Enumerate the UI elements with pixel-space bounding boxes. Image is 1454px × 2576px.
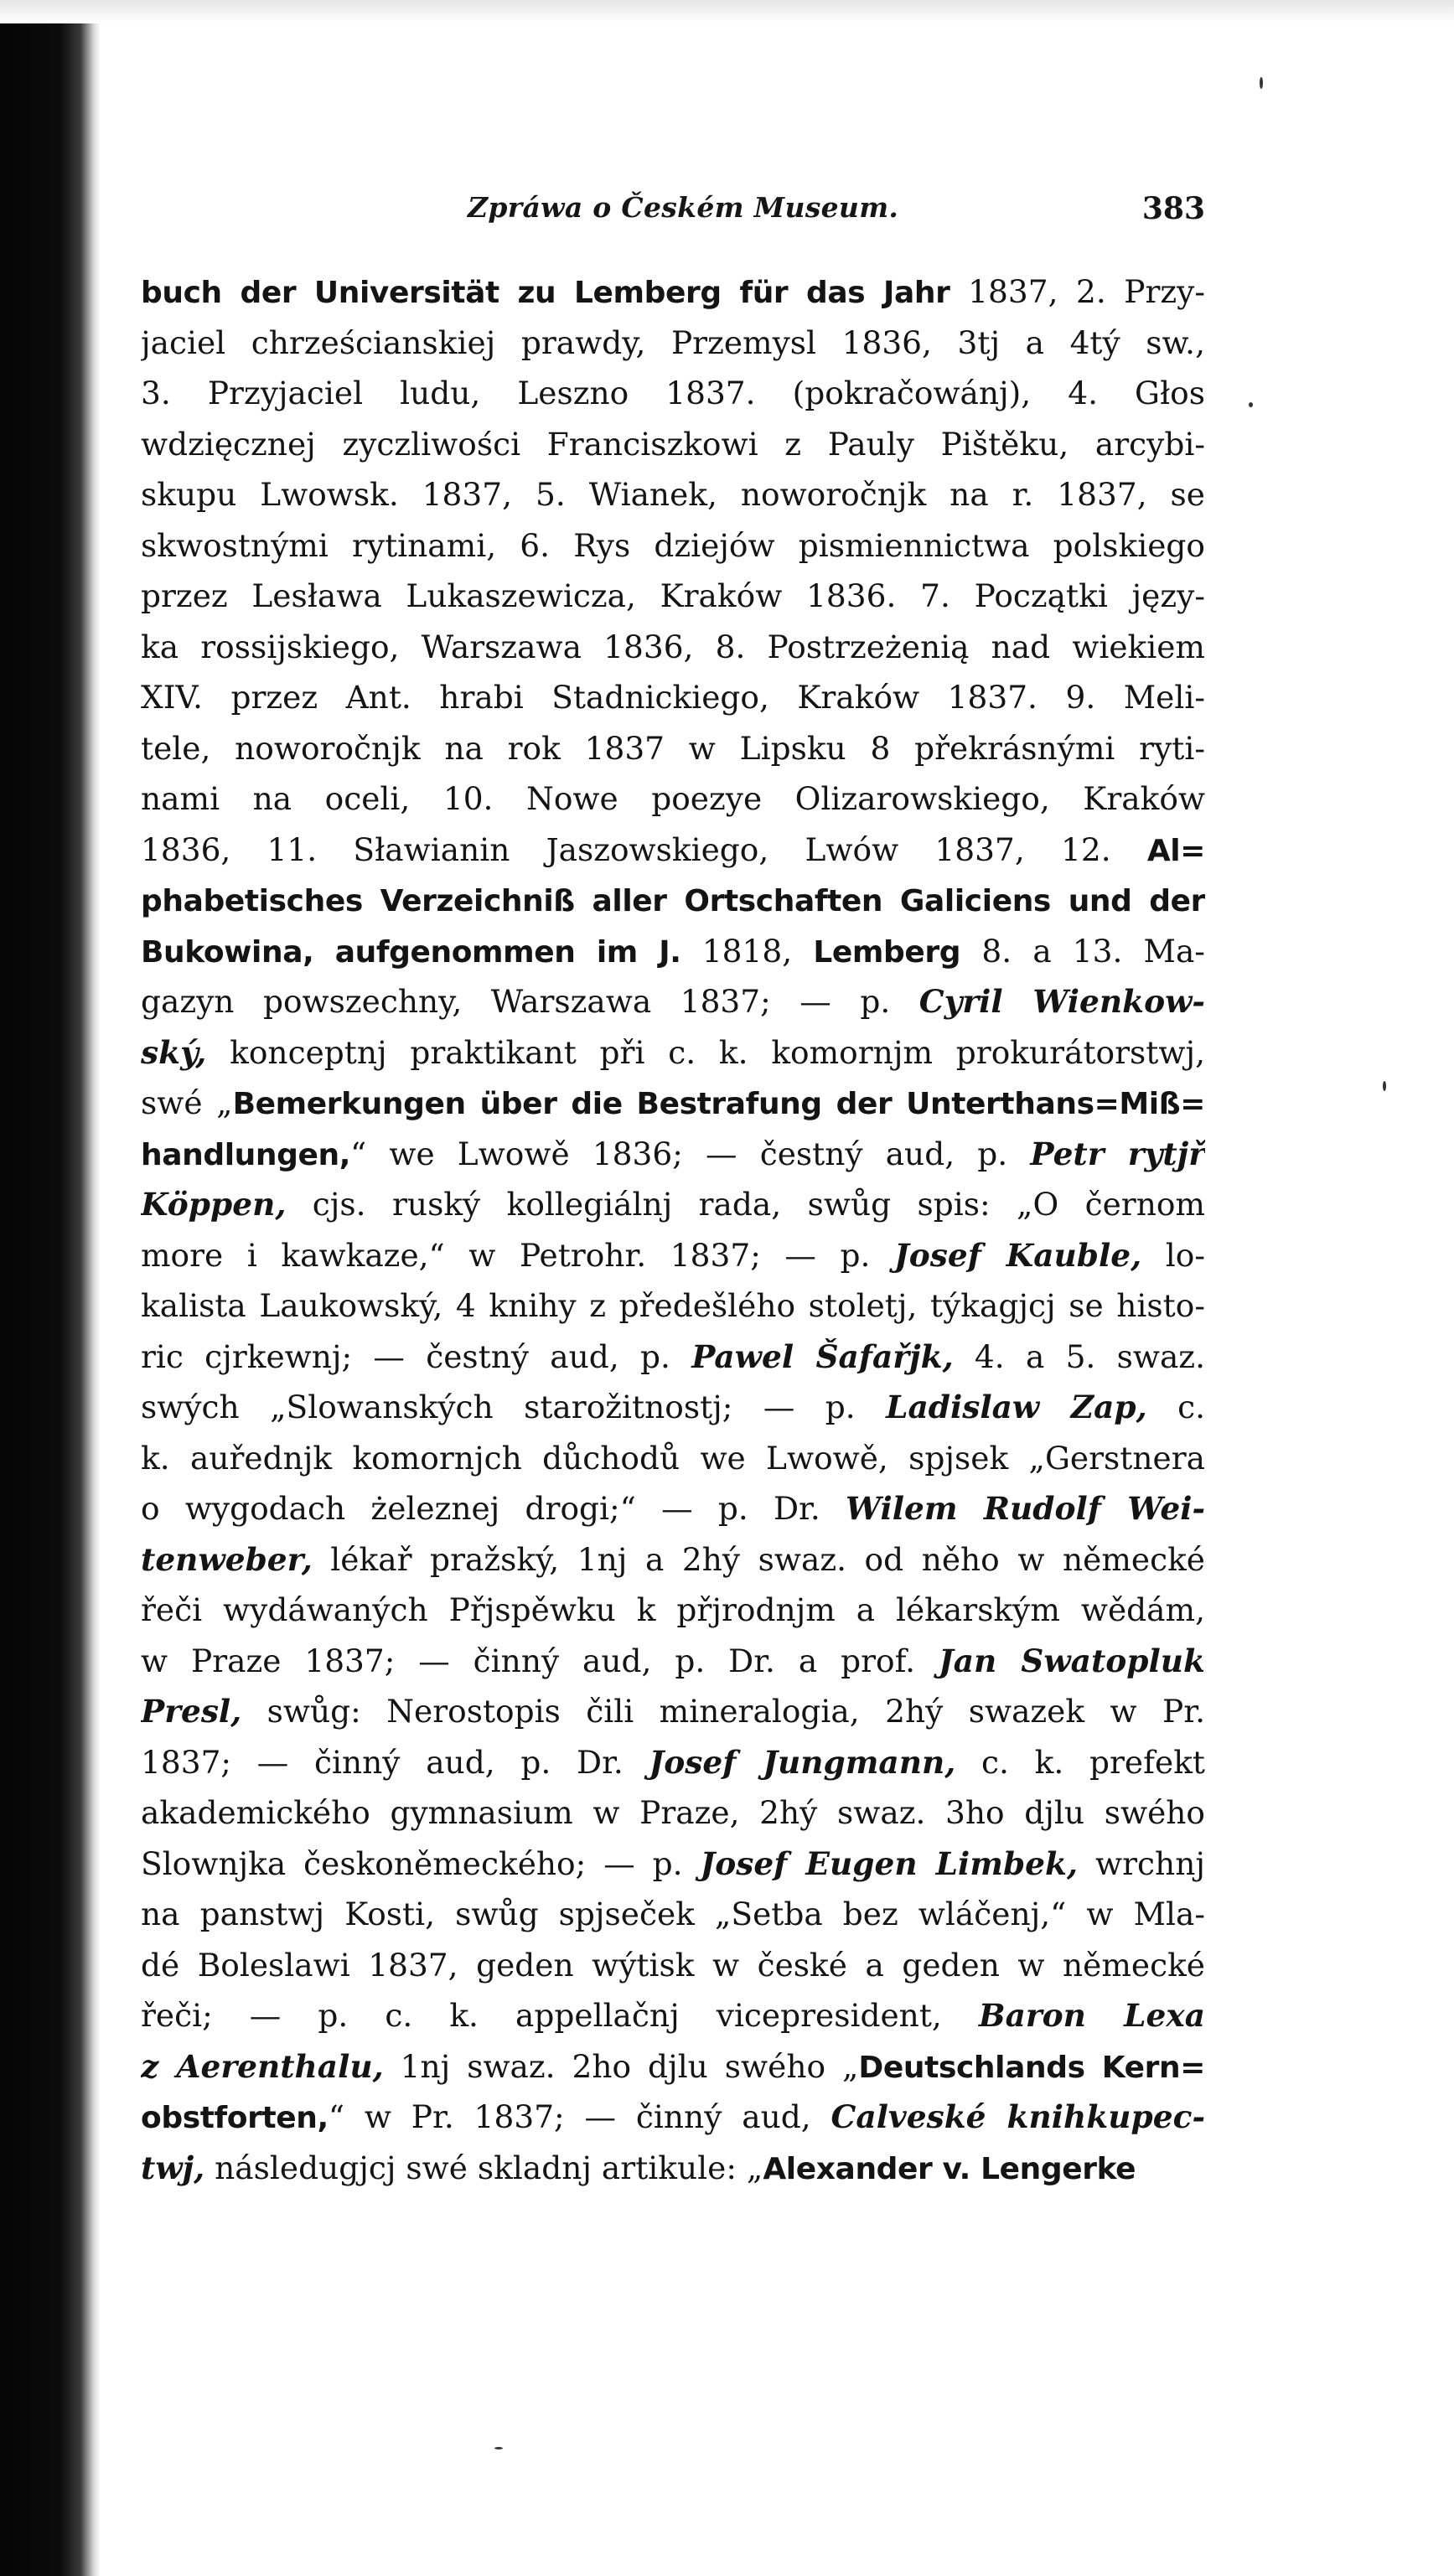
german-text: buch der Universität zu Lemberg für das Jahr <box>141 276 969 310</box>
scan-shadow-left <box>0 0 101 2576</box>
german-text: Bemerkungen über die Bestrafung der Unterthans=Miß= <box>232 1087 1205 1121</box>
text-line <box>141 469 1205 520</box>
scan-speck <box>1260 77 1263 89</box>
text-line <box>141 266 1205 318</box>
german-text: phabetisches Verzeichniß aller Ortschaften Galiciens und der <box>141 884 1205 918</box>
text-line <box>141 1280 1205 1332</box>
text-line <box>141 1686 1205 1737</box>
text-line <box>141 1027 1205 1079</box>
text-line <box>141 773 1205 825</box>
text-segment: lékař pražský, 1nj a 2hý swaz. od něho w německé <box>312 1540 1205 1578</box>
german-text: Al= <box>1146 833 1205 868</box>
text-line <box>141 1839 1205 1890</box>
person-name: Baron Lexa <box>978 1997 1205 2034</box>
text-segment: wdzięcznej zyczliwości Franciszkowi z Pauly Pištěku, arcybi- <box>141 425 1205 463</box>
text-line <box>141 723 1205 774</box>
text-segment: swůg: Nerostopis čili mineralogia, 2hý swazek w Pr. <box>241 1693 1205 1730</box>
person-name: Ladislaw Zap, <box>886 1389 1147 1425</box>
text-line <box>141 1534 1205 1585</box>
text-segment: 1837; — činný aud, p. Dr. <box>141 1743 649 1781</box>
text-segment: lo- <box>1141 1236 1205 1274</box>
text-line <box>141 672 1205 723</box>
text-segment: dé Boleslawi 1837, geden wýtisk w české a geden w německé <box>141 1946 1205 1984</box>
text-line <box>141 976 1205 1027</box>
text-segment: řeči wydáwaných Přjspěwku k přjrodnjm a lékarským wědám, <box>141 1591 1205 1628</box>
german-text: obstforten, <box>141 2101 329 2135</box>
person-name: z Aerenthalu, <box>141 2047 384 2085</box>
text-segment: o wygodach żeleznej drogi;“ — p. Dr. <box>141 1490 846 1527</box>
scan-shadow-top <box>0 0 1454 23</box>
text-line <box>141 1382 1205 1433</box>
text-segment: swých „Slowanských starožitnostj; — p. <box>141 1389 887 1425</box>
scan-speck <box>1249 402 1253 407</box>
text-line <box>141 2041 1205 2092</box>
text-segment: c. k. prefekt <box>955 1743 1205 1781</box>
text-segment: przez Lesława Lukaszewicza, Kraków 1836. 7. Początki języ- <box>141 577 1205 614</box>
text-line <box>141 1078 1205 1129</box>
text-line <box>141 368 1205 419</box>
text-segment: Slownjka českoněmeckého; — p. <box>141 1844 701 1882</box>
book-page <box>141 191 1205 2193</box>
body-text <box>141 266 1205 2193</box>
text-line <box>141 1332 1205 1383</box>
text-segment: k. auřednjk komornjch důchodů we Lwowě, spjsek „Gerstnera <box>141 1439 1205 1477</box>
text-segment: 4. a 5. swaz. <box>953 1337 1205 1375</box>
german-text: Lemberg <box>813 934 982 970</box>
text-segment: tele, noworočnjk na rok 1837 w Lipsku 8 překrásnými ryti- <box>141 729 1205 767</box>
person-name: twj, <box>141 2149 205 2186</box>
text-segment: wrchnj <box>1078 1844 1205 1882</box>
text-segment: skwostnými rytinami, 6. Rys dziejów pismiennictwa polskiego <box>141 526 1205 564</box>
text-line <box>141 1889 1205 1940</box>
text-line <box>141 1636 1205 1687</box>
person-name: Pawel Šafařjk, <box>691 1337 954 1375</box>
person-name: Presl, <box>141 1693 242 1730</box>
text-segment: cjs. ruský kollegiálnj rada, swůg spis: „O černom <box>286 1186 1205 1223</box>
text-segment: more i kawkaze,“ w Petrohr. 1837; — p. <box>141 1236 895 1274</box>
text-line <box>141 1737 1205 1788</box>
text-line <box>141 875 1205 926</box>
person-name: Josef Jungmann, <box>649 1743 956 1781</box>
person-name: tenweber, <box>141 1540 313 1578</box>
text-segment: ric cjrkewnj; — čestný aud, p. <box>141 1337 692 1375</box>
text-segment: 3. Przyjaciel ludu, Leszno 1837. (pokračowánj), 4. Głos <box>141 375 1205 411</box>
person-name: Josef Kauble, <box>894 1236 1142 1274</box>
german-text: handlungen, <box>141 1137 351 1172</box>
german-text: Alexander v. Lengerke <box>763 2151 1136 2186</box>
text-segment: skupu Lwowsk. 1837, 5. Wianek, noworočnjk na r. 1837, se <box>141 476 1205 513</box>
text-segment: 1836, 11. Sławianin Jaszowskiego, Lwów 1837, 12. <box>141 830 1147 868</box>
text-line <box>141 1787 1205 1839</box>
scan-speck <box>1383 1081 1386 1091</box>
text-segment: XIV. przez Ant. hrabi Stadnickiego, Kraków 1837. 9. Meli- <box>141 679 1205 716</box>
running-head <box>141 191 1205 241</box>
text-line <box>141 2092 1205 2143</box>
text-segment: ka rossijskiego, Warszawa 1836, 8. Postrzeżenią nad wiekiem <box>141 628 1205 665</box>
person-name: Cyril Wienkow- <box>918 983 1205 1020</box>
text-segment: konceptnj praktikant při c. k. komornjm prokurátorstwj, <box>206 1033 1205 1071</box>
page-number: 383 <box>1141 191 1205 226</box>
text-segment: “ w Pr. 1837; — činný aud, <box>328 2098 831 2135</box>
text-segment: jaciel chrześcianskiej prawdy, Przemysl 1836, 3tj a 4tý sw., <box>141 323 1205 361</box>
person-name: Calveské knihkupec- <box>830 2098 1205 2135</box>
text-segment: w Praze 1837; — činný aud, p. Dr. a prof. <box>141 1642 939 1679</box>
text-line <box>141 926 1205 977</box>
person-name: Josef Eugen Limbek, <box>700 1844 1079 1882</box>
text-line <box>141 1990 1205 2041</box>
text-segment: 1nj swaz. 2ho djlu swého „ <box>383 2047 859 2085</box>
text-line <box>141 1483 1205 1534</box>
text-line <box>141 419 1205 470</box>
scan-speck <box>494 2447 503 2449</box>
text-line <box>141 1129 1205 1180</box>
text-segment: na panstwj Kosti, swůg spjseček „Setba bez wláčenj,“ w Mla- <box>141 1896 1205 1932</box>
text-line <box>141 1585 1205 1636</box>
text-line <box>141 1433 1205 1484</box>
text-line <box>141 1940 1205 1991</box>
running-title: Zpráwa o Českém Museum. <box>468 191 899 224</box>
text-segment: následugjcj swé skladnj artikule: „ <box>204 2149 763 2186</box>
german-text: Bukowina, aufgenommen im J. <box>141 934 702 970</box>
text-line <box>141 571 1205 622</box>
person-name: Petr rytjř <box>1030 1135 1205 1172</box>
text-segment: “ we Lwowě 1836; — čestný aud, p. <box>350 1135 1031 1172</box>
text-line <box>141 1179 1205 1230</box>
text-segment: kalista Laukowský, 4 knihy z předešlého stoletj, týkagjcj se histo- <box>141 1287 1205 1324</box>
text-segment: 8. a 13. Ma- <box>981 932 1205 970</box>
text-segment: 1837, 2. Przy- <box>968 273 1205 310</box>
text-line <box>141 2143 1205 2194</box>
text-segment: gazyn powszechny, Warszawa 1837; — p. <box>141 983 919 1020</box>
text-line <box>141 318 1205 369</box>
text-line <box>141 520 1205 572</box>
person-name: Köppen, <box>141 1186 287 1223</box>
text-segment: akademického gymnasium w Praze, 2hý swaz. 3ho djlu swého <box>141 1794 1205 1831</box>
german-text: Deutschlands Kern= <box>858 2050 1205 2085</box>
text-segment: nami na oceli, 10. Nowe poezye Olizarowskiego, Kraków <box>141 780 1205 817</box>
text-segment: swé „ <box>141 1084 233 1121</box>
text-segment: 1818, <box>701 932 814 970</box>
text-line <box>141 825 1205 876</box>
person-name: Jan Swatopluk <box>938 1642 1205 1679</box>
text-line <box>141 1230 1205 1281</box>
person-name: ský, <box>141 1033 207 1071</box>
text-line <box>141 622 1205 673</box>
person-name: Wilem Rudolf Wei- <box>846 1490 1205 1527</box>
text-segment: řeči; — p. c. k. appellačnj vicepresident, <box>141 1997 979 2034</box>
text-segment: c. <box>1146 1389 1205 1425</box>
